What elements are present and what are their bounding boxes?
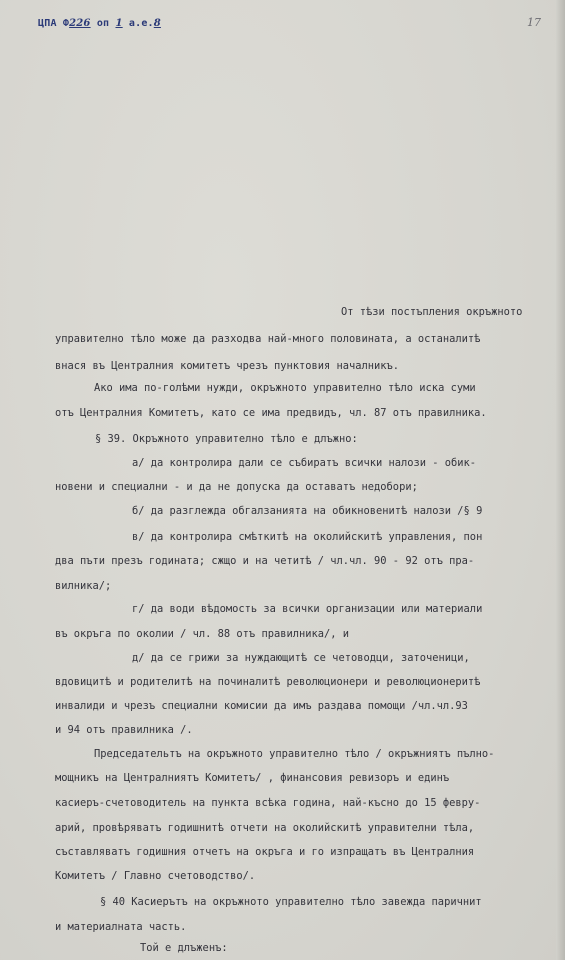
- text-line: арий, провѣряватъ годишнитѣ отчети на околийскитѣ управителни тѣла,: [55, 822, 475, 834]
- text-line: и 94 отъ правилника /.: [55, 724, 193, 736]
- stamp-mid: оп: [90, 18, 116, 29]
- text-line: Председательтъ на окръжното управително тѣло / окръжниятъ пълно-: [94, 748, 495, 760]
- stamp-suffix: а.е.: [122, 18, 154, 29]
- text-line: управително тѣло може да разходва най-много половината, а останалитѣ: [55, 333, 481, 345]
- text-line: мощникъ на Централниятъ Комитетъ/ , финансовия ревизоръ и единъ: [55, 772, 450, 784]
- text-line: и материалната часть.: [55, 921, 187, 933]
- text-line: Той е длъженъ:: [140, 942, 228, 954]
- text-line: инвалиди и чрезъ специални комисии да имъ раздава помощи /чл.чл.93: [55, 700, 468, 712]
- text-line: в/ да контролира смѣткитѣ на околийскитѣ управления, пон: [132, 531, 483, 543]
- stamp-fond: 226: [69, 18, 91, 29]
- text-line: От тѣзи постъпления окръжното: [341, 306, 523, 318]
- text-line: съставляватъ годишния отчетъ на окръга и го изпращатъ въ Централния: [55, 846, 475, 858]
- stamp-opis: 1: [115, 18, 123, 29]
- text-line: касиеръ-счетоводитель на пункта всѣка година, най-късно до 15 февру-: [55, 797, 481, 809]
- stamp-prefix: ЦПА Ф: [38, 18, 70, 29]
- text-line: вдовицитѣ и родителитѣ на починалитѣ революционери и революционеритѣ: [55, 676, 481, 688]
- text-line: Ако има по-голѣми нужди, окръжното управително тѣло иска суми: [94, 382, 476, 394]
- text-line: новени и специални - и да не допуска да оставатъ недобори;: [55, 481, 418, 493]
- text-line: д/ да се грижи за нуждающитѣ се четоводци, заточеници,: [132, 652, 470, 664]
- text-line: § 39. Окръжното управително тѣло е длъжно:: [95, 433, 358, 445]
- text-line: б/ да разглежда обгалзанията на обикновенитѣ налози /§ 9: [132, 505, 483, 517]
- text-line: отъ Централния Комитетъ, като се има предвидъ, чл. 87 отъ правилника.: [55, 407, 487, 419]
- text-line: а/ да контролира дали се събиратъ всички налози - обик-: [132, 457, 477, 469]
- text-line: внася въ Централния комитетъ чрезъ пунктовия началникъ.: [55, 360, 400, 372]
- text-line: § 40 Касиерътъ на окръжното управително тѣло завежда паричнит: [100, 896, 482, 908]
- page-number: 17: [527, 16, 541, 29]
- archive-stamp: [38, 18, 161, 29]
- stamp-unit: 8: [153, 18, 161, 29]
- text-line: вилника/;: [55, 580, 112, 592]
- text-line: г/ да води вѣдомость за всички организации или материали: [132, 603, 483, 615]
- text-line: Комитетъ / Главно счетоводство/.: [55, 870, 256, 882]
- page-edge: [556, 0, 565, 960]
- text-line: два пъти презъ годината; сжщо и на четитѣ / чл.чл. 90 - 92 отъ пра-: [55, 555, 475, 567]
- text-line: въ окръга по околии / чл. 88 отъ правилника/, и: [55, 628, 350, 640]
